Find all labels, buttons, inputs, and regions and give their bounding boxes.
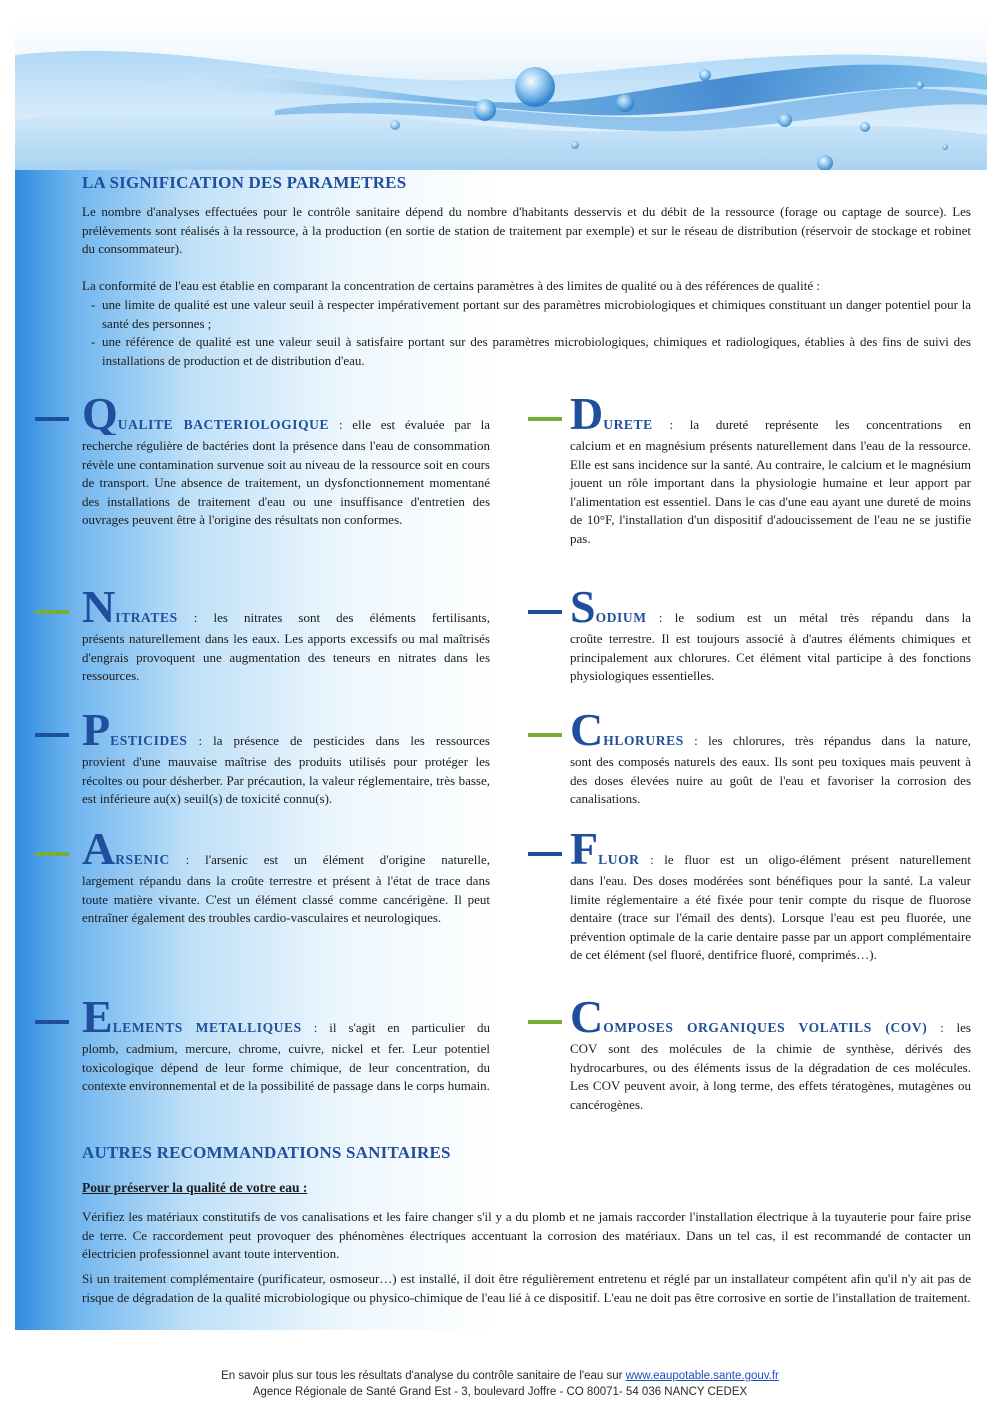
water-banner-image <box>15 15 987 170</box>
parameter-description: recherche régulière de bactéries dont la présence dans l'eau de consommation révèle une contamination survenue soit au niveau de la ressource soit en cours de transport. Une absence de traitement, un dysfonctionnement momentané des installations de traitement d'eau ou une insuffisance d'entretien des ouvrages peuvent être à l'origine des résultats non conformes. <box>82 438 490 527</box>
drop-cap: D <box>570 393 604 435</box>
document-page <box>15 15 987 1330</box>
parameter-intro: : la présence de pesticides dans les ressources <box>187 733 490 748</box>
parameter-intro: : les <box>927 1020 971 1035</box>
drop-cap: P <box>82 709 111 751</box>
parameter-intro: : il s'agit en particulier du <box>301 1020 490 1035</box>
parameter-intro: : les chlorures, très répandus dans la nature, <box>683 733 971 748</box>
treatment-paragraph: Si un traitement complémentaire (purificateur, osmoseur…) est installé, il doit être régulièrement entretenu et réglé par un installateur compétent afin qu'il n'y ait pas de risque de dégradation de la qualité microbiologique ou physico-chimique de l'eau lié à ce dispositif. L'eau ne doit pas être corrosive en sortie de l'installation de traitement. <box>82 1271 971 1305</box>
parameter-description: dans l'eau. Des doses modérées sont bénéfiques pour la santé. La valeur limite réglementaire a été fixée pour tenir compte du risque de fluorose dentaire (trace sur l'émail des dents). Lorsque l'eau est peu fluorée, une prévention optimale de la carie dentaire passe par un apport complémentaire de cet élément (sel fluoré, dentifrice fluoré, comprimés…). <box>570 873 971 962</box>
parameter-title: URETE <box>603 417 653 432</box>
quality-criteria-list <box>82 296 971 370</box>
section-title-recommendations: AUTRES RECOMMANDATIONS SANITAIRES <box>82 1143 451 1162</box>
drop-cap: C <box>570 996 604 1038</box>
parameter-title: OMPOSES ORGANIQUES VOLATILS (COV) <box>603 1020 928 1035</box>
footer-link-eaupotable[interactable]: www.eaupotable.sante.gouv.fr <box>625 1370 779 1382</box>
parameter-description: plomb, cadmium, mercure, chrome, cuivre, nickel et fer. Leur potentiel toxicologique dépend de leur forme chimique, de leur concentration, du contexte environnemental et de la possibilité de passage dans le corps humain. <box>82 1041 490 1093</box>
blue-dash-marker <box>528 852 562 856</box>
green-dash-marker <box>528 1020 562 1024</box>
blue-dash-marker <box>35 417 69 421</box>
drop-cap: C <box>570 709 604 751</box>
footer-text: En savoir plus sur tous les résultats d'analyse du contrôle sanitaire de l'eau sur <box>221 1370 626 1382</box>
drop-cap: Q <box>82 393 118 435</box>
footer-line-2: Agence Régionale de Santé Grand Est - 3, boulevard Joffre - CO 80071- 54 036 NANCY CEDEX <box>252 1386 748 1398</box>
page-footer <box>0 1368 1000 1400</box>
parameter-title: RSENIC <box>115 852 170 867</box>
green-dash-marker <box>528 417 562 421</box>
list-item: - une référence de qualité est une valeur seuil à satisfaire portant sur des paramètres microbiologiques, chimiques et radiologiques, établies à des fins de suivi des installations de production et de distribution d'eau. <box>82 333 971 370</box>
parameter-description: provient d'une mauvaise maîtrise des produits utilisés pour protéger les récoltes ou pour désherber. Par précaution, la valeur réglementaire, très basse, est inférieure au(x) seuil(s) de toxicité connu(s). <box>82 754 490 806</box>
blue-dash-marker <box>35 733 69 737</box>
blue-dash-marker <box>35 1020 69 1024</box>
parameter-title: ESTICIDES <box>110 733 188 748</box>
parameter-intro: : les nitrates sont des éléments fertilisants, <box>177 610 490 625</box>
drop-cap: S <box>570 586 596 628</box>
parameter-description: croûte terrestre. Il est toujours associé à d'autres éléments chimiques et principalement aux chlorures. Cet élément vital participe à des fonctions physiologiques essentielles. <box>570 631 971 683</box>
green-dash-marker <box>35 852 69 856</box>
water-wave-illustration <box>15 15 987 170</box>
drop-cap: N <box>82 586 116 628</box>
parameter-description: COV sont des molécules de la chimie de synthèse, dérivés des hydrocarbures, ou des éléments issus de la dégradation de ces molécules. Les COV peuvent avoir, à long terme, des effets tératogènes, mutagènes ou cancérogènes. <box>570 1041 971 1112</box>
blue-dash-marker <box>528 610 562 614</box>
green-dash-marker <box>528 733 562 737</box>
section-title-parameters: LA SIGNIFICATION DES PARAMETRES <box>82 173 407 192</box>
parameter-description: présents naturellement dans les eaux. Les apports excessifs ou mal maîtrisés d'engrais provoquent une augmentation des teneurs en nitrates dans les ressources. <box>82 631 490 683</box>
parameter-title: ITRATES <box>115 610 178 625</box>
footer-line-1 <box>0 1368 1000 1384</box>
parameter-description: sont des composés naturels des eaux. Ils sont peu toxiques mais peuvent à des doses élevées nuire au goût de l'eau et favoriser la corrosion des canalisations. <box>570 754 971 806</box>
intro-paragraph: Le nombre d'analyses effectuées pour le contrôle sanitaire dépend du nombre d'habitants desservis et du débit de la ressource (forage ou captage de source). Les prélèvements sont réalisés à la ressource, à la production (en sortie de station de traitement par exemple) et sur le réseau de distribution (réservoir de stockage et robinet du consommateur). <box>82 204 971 256</box>
conformity-paragraph: La conformité de l'eau est établie en comparant la concentration de certains paramètres à des limites de qualité ou à des références de qualité : <box>82 278 820 293</box>
parameter-intro: : la dureté représente les concentrations en <box>652 417 971 432</box>
parameter-intro: : l'arsenic est un élément d'origine naturelle, <box>169 852 490 867</box>
drop-cap: E <box>82 996 113 1038</box>
parameter-intro: : le fluor est un oligo-élément présent naturellement <box>639 852 971 867</box>
plumbing-paragraph: Vérifiez les matériaux constitutifs de vos canalisations et les faire changer s'il y a du plomb et ne jamais raccorder l'installation électrique à la tuyauterie pour faire prise de terre. Ce raccordement peut provoquer des phénomènes électriques accentuant la corrosion des matériaux. Dans un tel cas, il est recommandé de contacter un électricien professionnel avant toute intervention. <box>82 1209 971 1261</box>
parameter-intro: : elle est évaluée par la <box>329 417 490 432</box>
list-item: - une limite de qualité est une valeur seuil à respecter impérativement portant sur des paramètres microbiologiques et chimiques constituant un danger potentiel pour la santé des personnes ; <box>82 296 971 333</box>
green-dash-marker <box>35 610 69 614</box>
parameter-intro: : le sodium est un métal très répandu dans la <box>646 610 971 625</box>
parameter-description: calcium et en magnésium présents naturellement dans l'eau de la ressource. Elle est sans incidence sur la santé. Au contraire, le calcium et le magnésium jouent un rôle important dans la physiologie humaine et leur apport par l'alimentation est essentiel. Dans le cas d'une eau ayant une dureté de moins de 10°F, l'installation d'un dispositif d'adoucissement de l'eau ne se justifie pas. <box>570 438 971 546</box>
drop-cap: A <box>82 828 116 870</box>
recommendations-subtitle: Pour préserver la qualité de votre eau : <box>82 1180 308 1195</box>
parameter-title: ODIUM <box>595 610 647 625</box>
parameter-description: largement répandu dans la croûte terrestre et présent à l'état de trace dans toute matière vivante. C'est un élément classé comme cancérigène. Il peut entraîner également des troubles cardio-vasculaires et neurologiques. <box>82 873 490 925</box>
parameter-title: LUOR <box>598 852 640 867</box>
parameter-title: UALITE BACTERIOLOGIQUE <box>117 417 330 432</box>
parameter-title: HLORURES <box>603 733 684 748</box>
parameter-title: LEMENTS METALLIQUES <box>112 1020 302 1035</box>
drop-cap: F <box>570 828 599 870</box>
